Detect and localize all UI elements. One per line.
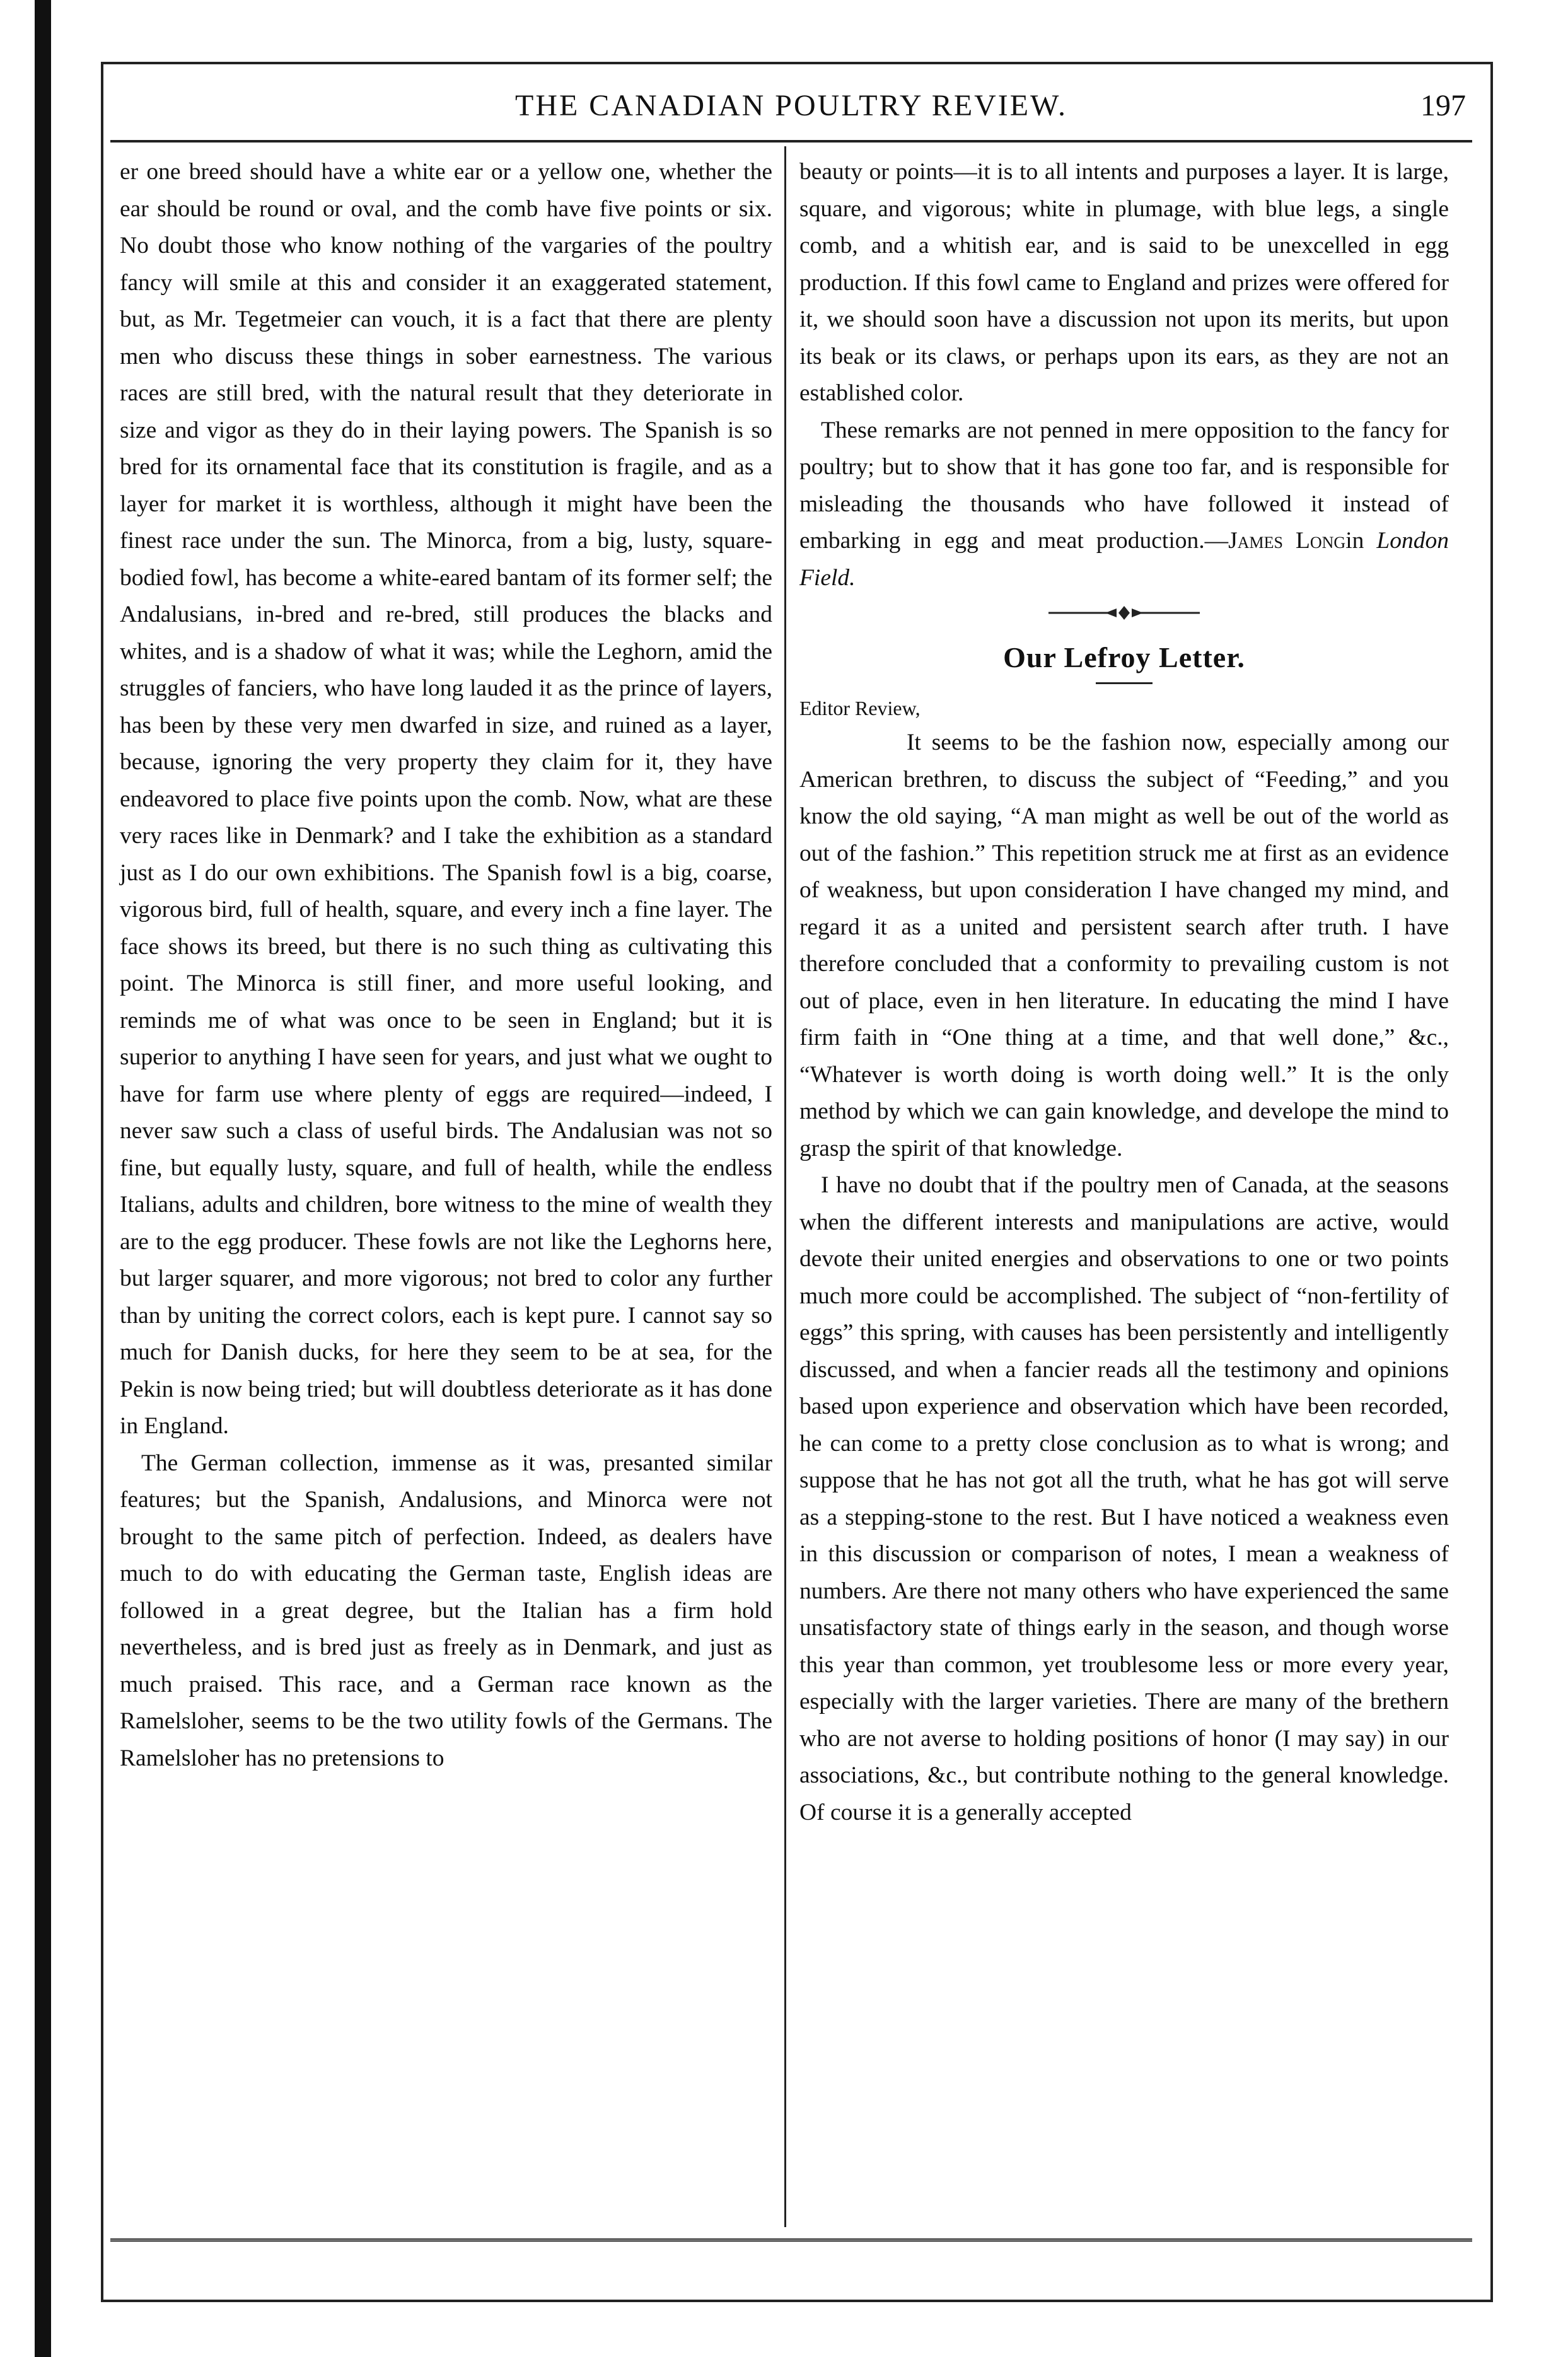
letter-salutation: Editor Review, [799,697,920,719]
source-prefix: in [1345,528,1377,554]
header-rule [110,140,1472,143]
footer-rule [110,2238,1472,2242]
article-paragraph: er one breed should have a white ear or a yellow one, whether the ear should be round or oval, and the comb have five points or six. No doubt those who know nothing of the vargaries of the poultry fancy will smile at this and consider it an exaggerated statement, but, as Mr. Tegetmeier can vouch, it is a fact that there are plenty men who discuss these things in sober earnestness. The various races are still bred, with the natural result that they deteriorate in size and vigor as they do in their laying powers. The Spanish is so bred for its ornamental face that its constitution is fragile, and as a layer for market it is worthless, although it might have been the finest race under the sun. The Minorca, from a big, lusty, square-bodied fowl, has become a white-eared bantam of its former self; the Andalusians, in-bred and re-bred, still produces the blacks and whites, and is a shadow of what it was; while the Leghorn, amid the struggles of fanciers, who have long lauded it as the prince of layers, has been by these very men dwarfed in size, and ruined as a layer, because, ignoring the very property they claim for it, they have endeavored to place five points upon the comb. Now, what are these very races like in Denmark? and I take the exhibition as a standard just as I do our own exhibitions. The Spanish fowl is a big, coarse, vigorous bird, full of health, square, and every inch a fine layer. The face shows its breed, but there is no such thing as cultivating this point. The Minorca is still finer, and more useful looking, and reminds me of what was once to be seen in England; but it is superior to anything I have seen for years, and just what we ought to have for farm use where plenty of eggs are required—indeed, I never saw such a class of useful birds. The Andalusian was not so fine, but equally lusty, square, and full of health, while the endless Italians, adults and children, bore witness to the mine of wealth they are to the egg producer. These fowls are not like the Leghorns here, but larger squarer, and more vigorous; not bred to color any further than by uniting the correct colors, each is kept pure. I cannot say so much for Danish ducks, for here they seem to be at sea, for the Pekin is now being tried; but will doubtless deteriorate as it has done in England. [120,159,772,1439]
article-paragraph: The German collection, immense as it was, presanted similar features; but the Spanish, Andalusions, and Minorca were not brought to the same pitch of perfection. Indeed, as dealers have much to do with educating the German taste, English ideas are followed in a great degree, but the Italian has a firm hold nevertheless, and is bred just as freely as in Denmark, and just as much praised. This race, and a German race known as the Ramelsloher, seems to be the two utility fowls of the Germans. The Ramelsloher has no pretensions to [120,1450,772,1771]
title-rule [1096,682,1153,684]
article-paragraph: beauty or points—it is to all intents and purposes a layer. It is large, square, and vigorous; white in plumage, with blue legs, a single comb, and a whitish ear, and is said to be unexcelled in egg production. If this fowl came to England and prizes were offered for it, we should soon have a discussion not upon its merits, but upon its beak or its claws, or perhaps upon its ears, as they are not an established color. [799,159,1449,406]
right-column [799,154,1449,1831]
page-number: 197 [1420,89,1466,122]
closing-text: These remarks are not penned in mere opposition to the fancy for poultry; but to show that it has gone too far, and is responsible for misleading the thousands who have followed it instead of embarking in egg and meat production.— [799,417,1449,554]
section-ornament [799,600,1449,636]
running-title: THE CANADIAN POULTRY REVIEW. [515,89,1067,122]
ornament-flourish-icon [1042,600,1206,626]
left-column [120,154,772,1777]
page-header [110,88,1472,132]
column-divider [784,146,786,2227]
letter-paragraph: I have no doubt that if the poultry men of Canada, at the seasons when the different interests and manipulations are active, would devote their united energies and observations to one or two points much more could be accomplished. The subject of “non-fertility of eggs” this spring, with causes has been persistently and intelligently discussed, and when a fancier reads all the testimony and opinions based upon experience and observation which have been recorded, he can come to a pretty close conclusion as to what is wrong; and suppose that he has not got all the truth, what he has got will serve as a stepping-stone to the rest. But I have noticed a weakness even in this discussion or comparison of notes, I mean a weakness of numbers. Are there not many others who have experienced the same unsatisfactory state of things early in the season, and though worse this year than common, yet troublesome less or more every year, especially with the larger varieties. There are many of the brethern who are not averse to holding positions of honor (I may say) in our associations, &c., but contribute nothing to the general knowledge. Of course it is a generally accepted [799,1172,1449,1825]
article-closing-paragraph [799,412,1449,597]
section-title: Our Lefroy Letter. [1003,641,1245,673]
binding-spine [35,0,51,2357]
author-signature: James Long [1228,528,1346,554]
letter-paragraph: It seems to be the fashion now, especially among our American brethren, to discuss the subject of “Feeding,” and you know the old saying, “A man might as well be out of the world as out of the fashion.” This repetition struck me at first as an evidence of weakness, but upon consideration I have changed my mind, and regard it as a united and persistent search after truth. I have therefore concluded that a conformity to prevailing custom is not out of place, even in hen literature. In educating the mind I have firm faith in “One thing at a time, and that well done,” &c., “Whatever is worth doing is worth doing well.” It is the only method by which we can gain knowledge, and develope the mind to grasp the spirit of that knowledge. [799,730,1449,1161]
source-publication: London Field. [799,528,1449,591]
